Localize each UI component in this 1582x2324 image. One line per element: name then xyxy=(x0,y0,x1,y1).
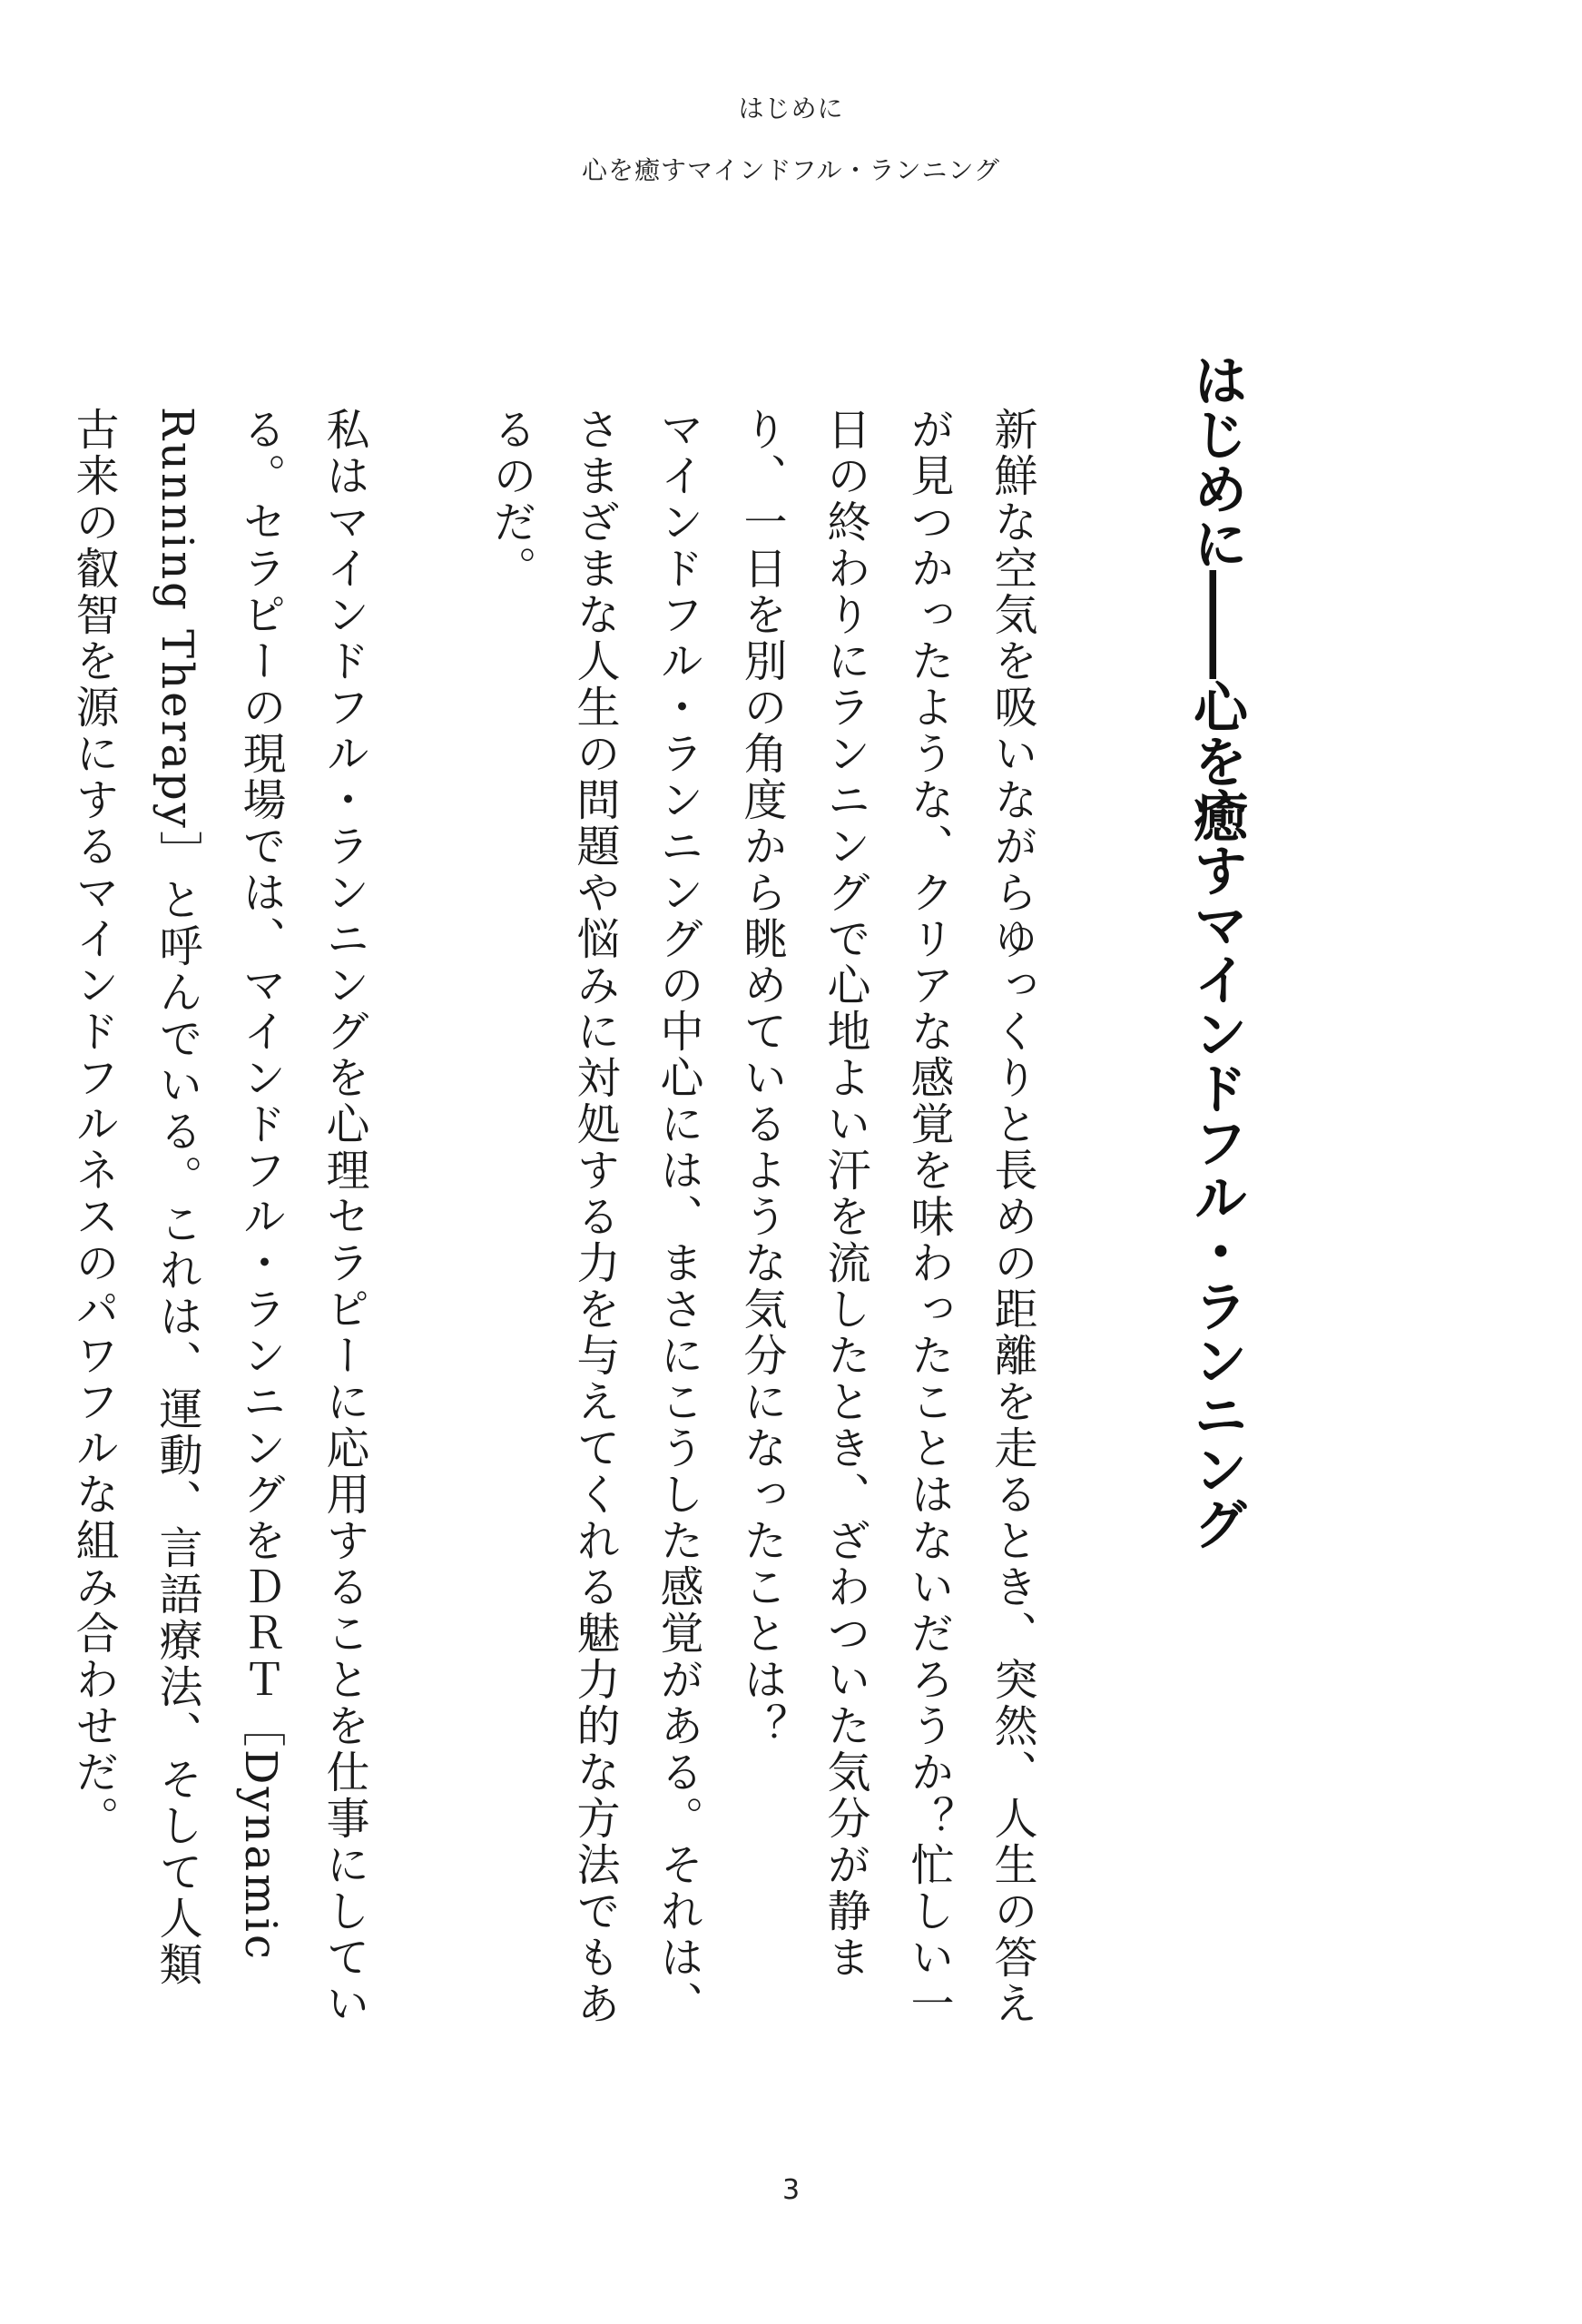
page-number: 3 xyxy=(781,2174,801,2206)
running-head-chapter: はじめに xyxy=(738,94,844,123)
paragraph-3: 私はマインドフル・ランニングを心理セラピーに応用することを仕事にしている。セラピーの現場では、マインドフル・ランニングをＤＲＴ［Dynamic Running Therapy］と呼んでいる。これは、運動、言語療法、そして人類古来の叡智を源にするマインドフルネスのパワフルな組み合わせだ。 xyxy=(68,407,369,2027)
chapter-heading xyxy=(1180,352,1253,1551)
running-head-title: 心を癒すマインドフル・ランニング xyxy=(582,155,1000,185)
chapter-heading-subtitle: 心を癒すマインドフル・ランニング xyxy=(1184,679,1248,1551)
body-text xyxy=(52,407,1054,2032)
chapter-heading-dash: ―― xyxy=(1184,570,1248,679)
paragraph-2: マインドフル・ランニングの中心には、まさにこうした感覚がある。それは、さまざまな人生の問題や悩みに対処する力を与えてくれる魅力的な方法でもあるのだ。 xyxy=(486,407,703,2027)
chapter-heading-main: はじめに xyxy=(1184,352,1248,570)
paragraph-1: 新鮮な空気を吸いながらゆっくりと長めの距離を走るとき、突然、人生の答えが見つかったような、クリアな感覚を味わったことはないだろうか？忙しい一日の終わりにランニングで心地よい汗を流したとき、ざわついた気分が静まり、一日を別の角度から眺めているような気分になったことは？ xyxy=(736,407,1037,2027)
